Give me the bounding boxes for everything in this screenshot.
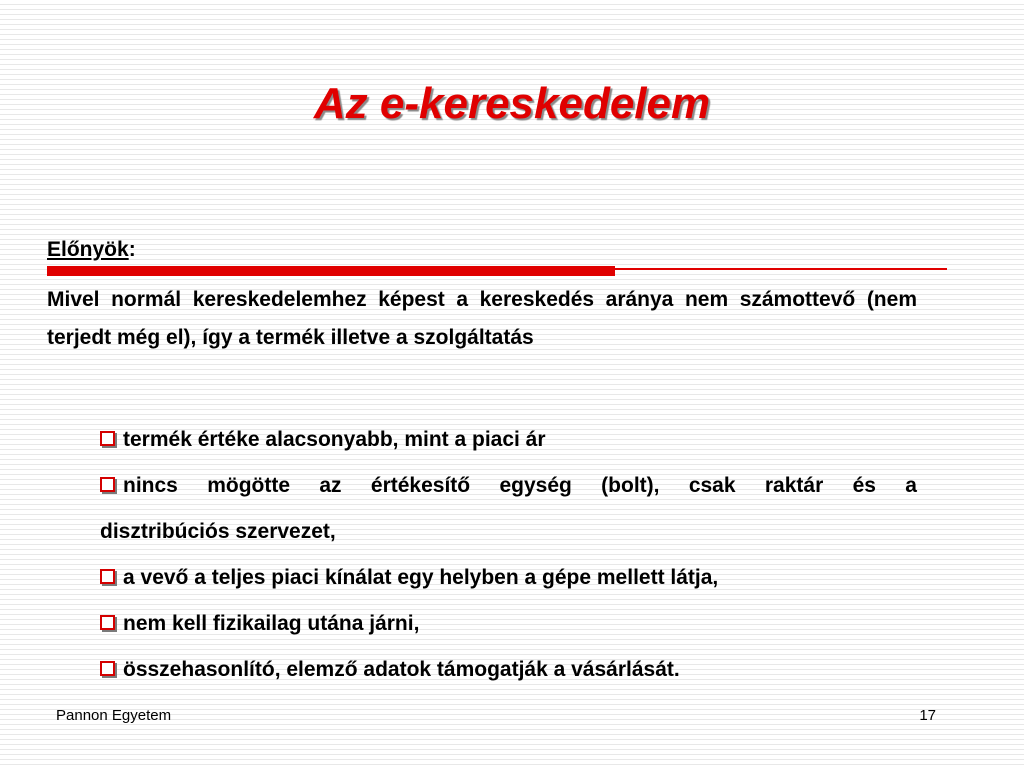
section-heading-text: Előnyök <box>47 238 129 261</box>
bullet-item <box>100 601 917 647</box>
section-heading-colon: : <box>128 238 136 261</box>
checkbox-bullet-icon <box>100 615 115 630</box>
bullet-text: a vevő a teljes piaci kínálat egy helyben a gépe mellett látja, <box>123 566 719 589</box>
bullet-item <box>100 555 917 601</box>
bullet-item <box>100 463 917 509</box>
bullet-text: nem kell fizikailag utána járni, <box>123 612 420 635</box>
section-heading <box>47 236 136 264</box>
slide-title: Az e-kereskedelem <box>313 79 711 128</box>
checkbox-bullet-icon <box>100 661 115 676</box>
bullet-text: összehasonlító, elemző adatok támogatják a vásárlását. <box>123 658 680 681</box>
bullet-item <box>100 647 917 693</box>
divider-line-thin <box>615 268 947 270</box>
bullet-text: nincs mögötte az értékesítő egység (bolt), csak raktár és a <box>123 474 917 497</box>
intro-paragraph: Mivel normál kereskedelemhez képest a kereskedés aránya nem számottevő (nem terjedt még el), így a termék illetve a szolgáltatás <box>47 288 917 349</box>
footer-page-number: 17 <box>919 707 936 724</box>
bullet-continuation <box>100 509 917 555</box>
checkbox-bullet-icon <box>100 569 115 584</box>
checkbox-bullet-icon <box>100 431 115 446</box>
checkbox-bullet-icon <box>100 477 115 492</box>
divider-bar-thick <box>47 266 615 276</box>
bullet-continuation-text: disztribúciós szervezet, <box>100 520 336 543</box>
bullet-item <box>100 417 917 463</box>
bullet-text: termék értéke alacsonyabb, mint a piaci ár <box>123 428 546 451</box>
footer-organization: Pannon Egyetem <box>56 707 172 724</box>
bullet-list <box>100 417 917 693</box>
